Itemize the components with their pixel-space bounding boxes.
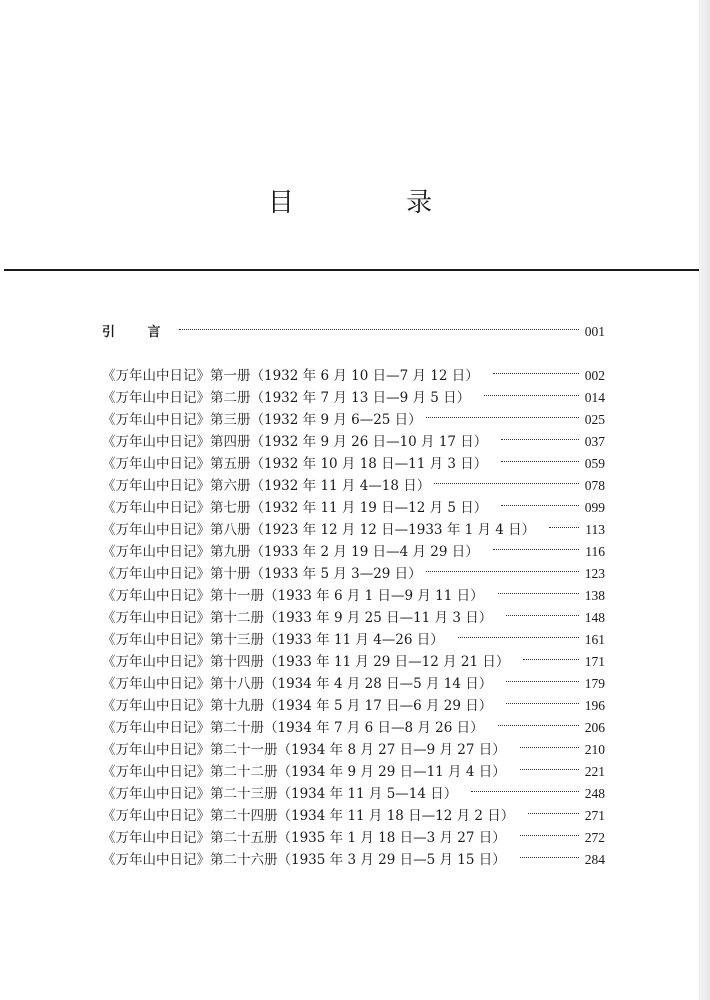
toc-page-number: 138 — [584, 588, 605, 603]
toc-page-number: 059 — [584, 456, 605, 471]
leader-dots — [498, 710, 579, 732]
leader-dots — [493, 534, 579, 556]
toc-page-number: 161 — [584, 632, 605, 647]
toc-entry-label: 《万年山中日记》第八册（1923 年 12 月 12 日—1933 年 1 月 4 日） — [102, 522, 536, 538]
leader-dots — [506, 666, 579, 688]
leader-dots — [520, 732, 579, 754]
toc-entry-label: 《万年山中日记》第二十一册（1934 年 8 月 27 日—9 月 27 日） — [102, 742, 506, 758]
toc-entry-label: 《万年山中日记》第二十册（1934 年 7 月 6 日—8 月 26 日） — [102, 720, 484, 736]
toc-page-number: 001 — [584, 324, 605, 339]
toc-page-number: 099 — [584, 500, 605, 515]
toc-page-number: 272 — [584, 830, 605, 845]
toc-page-number: 221 — [584, 764, 605, 779]
leader-dots — [471, 776, 579, 798]
toc-page-number: 284 — [584, 852, 605, 867]
leader-dots — [426, 556, 579, 578]
leader-dots — [506, 688, 579, 710]
leader-dots — [501, 490, 579, 512]
toc-page-number: 116 — [585, 544, 605, 559]
leader-dots — [484, 380, 579, 402]
toc-entry-label: 《万年山中日记》第十八册（1934 年 4 月 28 日—5 月 14 日） — [102, 676, 493, 692]
leader-dots — [426, 402, 579, 424]
toc-page-number: 171 — [584, 654, 605, 669]
toc-entry-label: 《万年山中日记》第十册（1933 年 5 月 3—29 日） — [102, 566, 422, 582]
leader-dots — [501, 446, 579, 468]
toc-page-number: 037 — [584, 434, 605, 449]
toc-entry-label: 《万年山中日记》第十一册（1933 年 6 月 1 日—9 月 11 日） — [102, 588, 484, 604]
leader-dots — [506, 600, 579, 622]
leader-dots — [520, 820, 579, 842]
toc-entry-label: 《万年山中日记》第一册（1932 年 6 月 10 日—7 月 12 日） — [102, 368, 479, 384]
leader-dots — [523, 644, 579, 666]
toc-page-number: 113 — [585, 522, 605, 537]
toc-page-number: 025 — [584, 412, 605, 427]
toc-entry-intro[interactable] — [102, 314, 605, 340]
toc-page-number: 002 — [584, 368, 605, 383]
leader-dots — [498, 578, 579, 600]
toc-page-number: 206 — [584, 720, 605, 735]
toc-entry-label: 《万年山中日记》第三册（1932 年 9 月 6—25 日） — [102, 412, 422, 428]
toc-page-number: 148 — [584, 610, 605, 625]
toc-page-number: 210 — [584, 742, 605, 757]
toc-page-number: 179 — [584, 676, 605, 691]
page-edge — [699, 0, 710, 1000]
toc-page-number: 196 — [584, 698, 605, 713]
toc-entry-label: 《万年山中日记》第四册（1932 年 9 月 26 日—10 月 17 日） — [102, 434, 488, 450]
toc-entry-label: 《万年山中日记》第十三册（1933 年 11 月 4—26 日） — [102, 632, 444, 648]
leader-dots — [520, 842, 579, 864]
toc-entry-label: 《万年山中日记》第二册（1932 年 7 月 13 日—9 月 5 日） — [102, 390, 471, 406]
toc-page-number: 271 — [584, 808, 605, 823]
toc-entry-label: 《万年山中日记》第七册（1932 年 11 月 19 日—12 月 5 日） — [102, 500, 488, 516]
toc-entry-label: 《万年山中日记》第二十三册（1934 年 11 月 5—14 日） — [102, 786, 458, 802]
toc-entry-label: 引 言 — [102, 325, 175, 340]
toc-entry-label: 《万年山中日记》第二十六册（1935 年 3 月 29 日—5 月 15 日） — [102, 852, 506, 868]
toc-entry[interactable] — [102, 358, 605, 384]
leader-dots — [528, 798, 579, 820]
toc-page-number: 248 — [584, 786, 605, 801]
leader-dots — [434, 468, 579, 490]
toc-entry-label: 《万年山中日记》第六册（1932 年 11 月 4—18 日） — [102, 478, 431, 494]
toc-page-number: 014 — [584, 390, 605, 405]
toc-entry-label: 《万年山中日记》第二十四册（1934 年 11 月 18 日—12 月 2 日） — [102, 808, 515, 824]
toc-entry-label: 《万年山中日记》第十九册（1934 年 5 月 17 日—6 月 29 日） — [102, 698, 493, 714]
leader-dots — [501, 424, 579, 446]
title-divider — [4, 269, 705, 271]
page-title: 目 录 — [267, 188, 485, 218]
toc-entry-label: 《万年山中日记》第五册（1932 年 10 月 18 日—11 月 3 日） — [102, 456, 488, 472]
leader-dots — [493, 358, 579, 380]
leader-dots — [549, 512, 579, 534]
leader-dots — [520, 754, 579, 776]
toc-entry-label: 《万年山中日记》第九册（1933 年 2 月 19 日—4 月 29 日） — [102, 544, 479, 560]
leader-dots — [458, 622, 579, 644]
toc-entry-label: 《万年山中日记》第十四册（1933 年 11 月 29 日—12 月 21 日） — [102, 654, 510, 670]
toc-page-number: 078 — [584, 478, 605, 493]
toc-entry-label: 《万年山中日记》第十二册（1933 年 9 月 25 日—11 月 3 日） — [102, 610, 493, 626]
toc-entry-label: 《万年山中日记》第二十二册（1934 年 9 月 29 日—11 月 4 日） — [102, 764, 506, 780]
toc-page-number: 123 — [584, 566, 605, 581]
toc-entry-label: 《万年山中日记》第二十五册（1935 年 1 月 18 日—3 月 27 日） — [102, 830, 506, 846]
leader-dots — [179, 314, 579, 336]
table-of-contents — [102, 314, 605, 868]
